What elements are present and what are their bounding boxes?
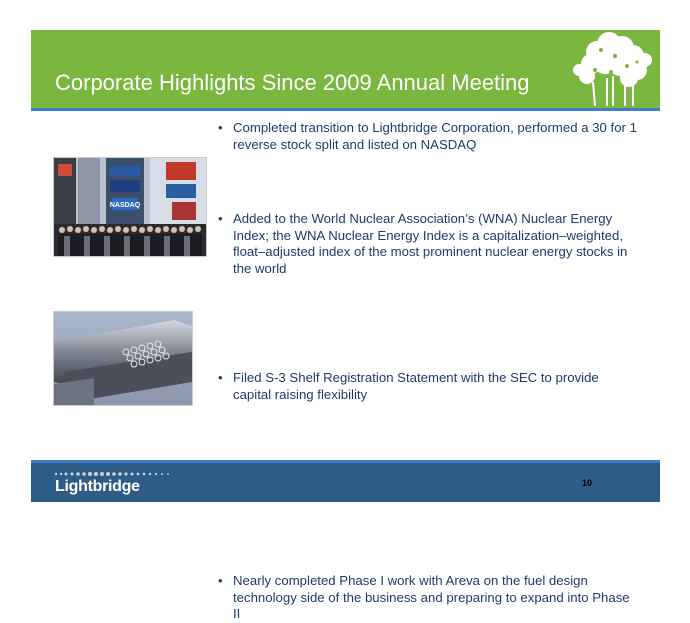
page-number: 10	[582, 478, 593, 488]
header-divider	[31, 108, 660, 111]
tree-logo-icon	[567, 30, 657, 106]
list-item: • Filed S-3 Shelf Registration Statement with the SEC to provide capital raising flexibility	[218, 370, 638, 403]
list-item: • Nearly completed Phase I work with Areva on the fuel design technology side of the business and preparing to expand into Phase II	[218, 573, 638, 623]
nasdaq-sign-text: NASDAQ	[109, 202, 141, 209]
footer-bar	[31, 463, 660, 502]
fuel-assembly-photo	[53, 311, 193, 406]
lightbridge-logo: Lightbridge	[55, 478, 140, 495]
nasdaq-image	[54, 158, 206, 256]
header-bar	[31, 30, 660, 108]
slide-title: Corporate Highlights Since 2009 Annual Meeting	[55, 70, 530, 95]
list-item: • Added to the World Nuclear Association’s (WNA) Nuclear Energy Index; the WNA Nuclear Energy Index is a capitalization–weighted, float–adjusted index of the most prominent nuclear energy stocks in the world	[218, 211, 638, 277]
list-item: • Completed transition to Lightbridge Corporation, performed a 30 for 1 reverse stock split and listed on NASDAQ	[218, 120, 638, 153]
slide	[31, 30, 660, 621]
nasdaq-photo	[53, 157, 207, 257]
fuel-assembly-image	[54, 312, 192, 405]
logo-dots-icon	[53, 470, 173, 478]
